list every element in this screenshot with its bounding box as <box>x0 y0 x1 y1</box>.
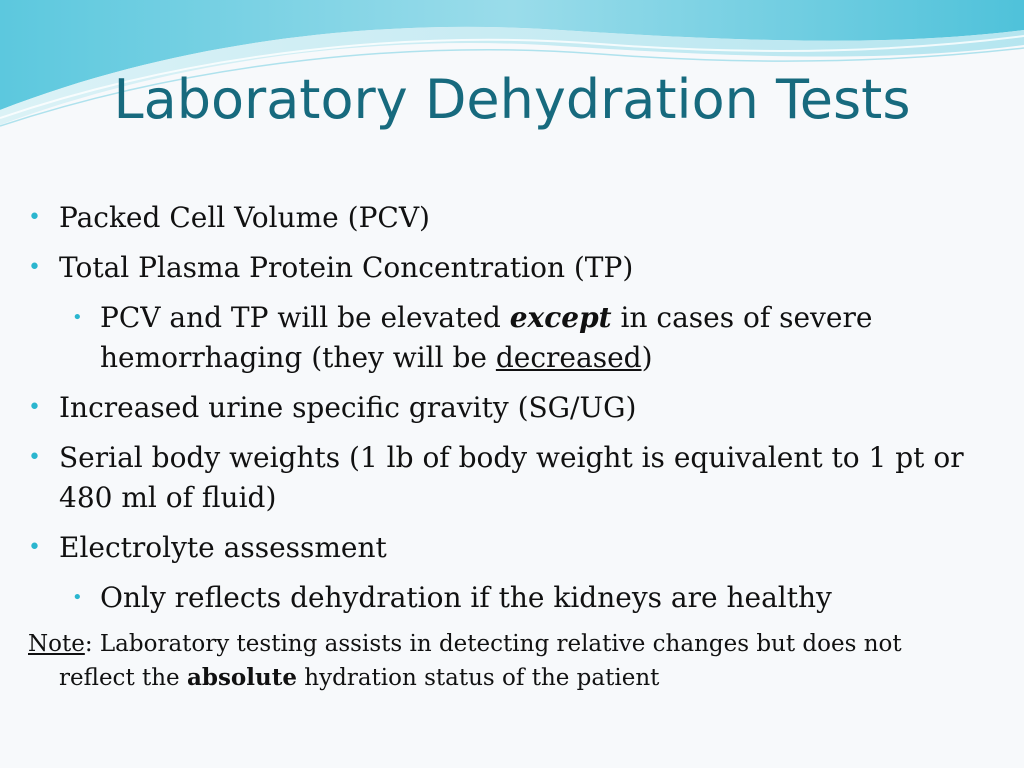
note-text-start: Laboratory testing assists in detecting relative changes but does not reflect the <box>59 631 902 691</box>
slide-title: Laboratory Dehydration Tests <box>113 68 911 131</box>
subbullet-text-middle: in cases of severe hemorrhaging (they will be <box>100 301 873 374</box>
note-bold-absolute: absolute <box>186 664 297 691</box>
bullet-urine <box>28 388 978 428</box>
emphasis-except: except <box>509 301 612 334</box>
bullet-marker: • <box>28 535 41 560</box>
subbullet-pcv-tp-elevated <box>28 298 978 378</box>
underlined-decreased: decreased <box>495 341 642 374</box>
subbullet-text-start: PCV and TP will be elevated <box>100 301 510 334</box>
note-paragraph <box>28 628 978 695</box>
subbullet-text: Only reflects dehydration if the kidneys are healthy <box>100 581 832 614</box>
bullet-tp <box>28 248 978 288</box>
bullet-marker: • <box>28 205 41 230</box>
subbullet-text-end: ) <box>641 341 653 374</box>
note-label: Note <box>28 631 85 657</box>
note-colon: : <box>84 631 93 657</box>
subbullet-kidneys <box>28 578 978 618</box>
bullet-weights <box>28 438 978 518</box>
bullet-marker: • <box>28 445 41 470</box>
slide-content <box>28 198 978 695</box>
bullet-electrolyte <box>28 528 978 568</box>
bullet-text: Total Plasma Protein Concentration (TP) <box>59 251 634 284</box>
bullet-marker: • <box>28 395 41 420</box>
bullet-text: Electrolyte assessment <box>59 531 387 564</box>
note-text-end: hydration status of the patient <box>296 665 660 691</box>
bullet-pcv <box>28 198 978 238</box>
bullet-text: Increased urine specific gravity (SG/UG) <box>59 391 637 424</box>
bullet-marker: • <box>28 255 41 280</box>
bullet-text: Serial body weights (1 lb of body weight is equivalent to 1 pt or 480 ml of fluid) <box>59 441 964 514</box>
subbullet-marker: • <box>72 587 83 608</box>
subbullet-marker: • <box>72 307 83 328</box>
bullet-text: Packed Cell Volume (PCV) <box>59 201 430 234</box>
